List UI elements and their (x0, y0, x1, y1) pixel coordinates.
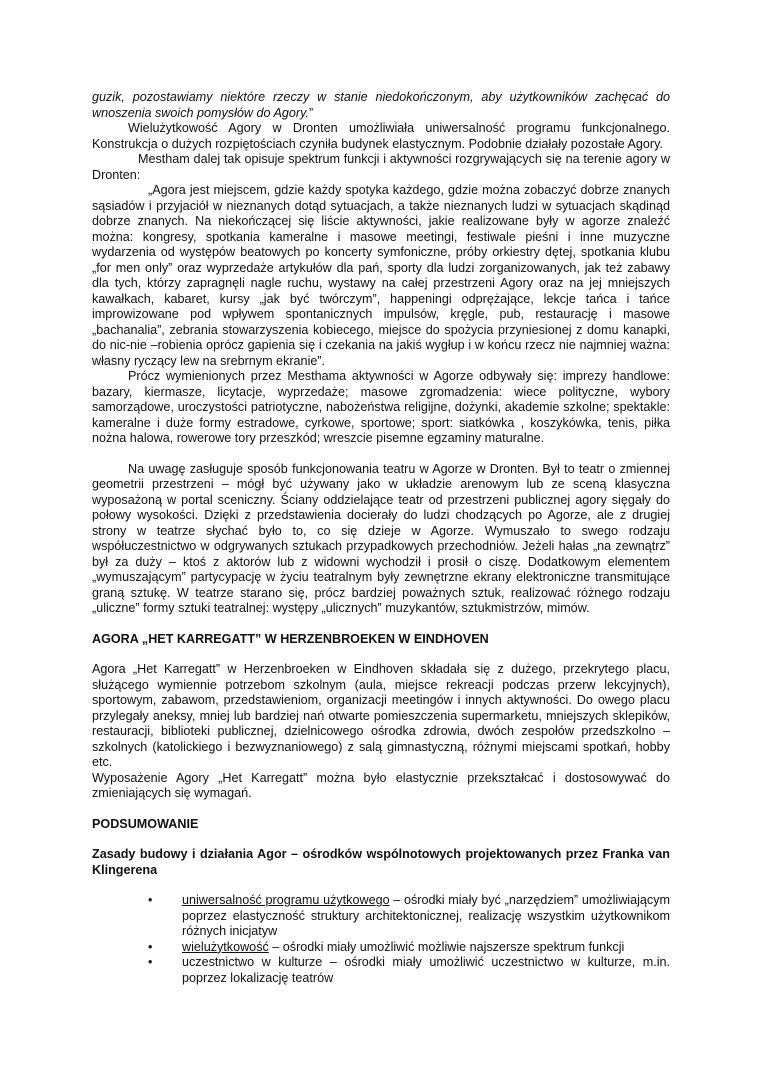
list-item (148, 955, 670, 986)
bullet-icon: • (148, 893, 153, 907)
list-item-text: – ośrodki miały umożliwić możliwie najszersze spektrum funkcji (268, 939, 625, 954)
intro-paragraph (92, 90, 670, 121)
principles-list (92, 893, 670, 986)
intro-closing-quote: ” (309, 105, 314, 120)
paragraph-procz: Prócz wymienionych przez Mesthama aktywności w Agorze odbywały się: imprezy handlowe: bazary, kiermasze, licytacje, wyprzedaże; masowe zgromadzenia: wiece polityczne, wybory samorządowe, uroczystości patriotyczne, nabożeństwa religijne, dożynki, akademie szkolne; spektakle: kameralne i duże formy estradowe, cyrkowe, sportowe; sport: siatkówka , koszykówka, tenis, piłka nożna halowa, rowerowe tory przeszkód; wreszcie pisemne egzaminy maturalne. (92, 369, 670, 445)
intro-italic-text: guzik, pozostawiamy niektóre rzeczy w stanie niedokończonym, aby użytkowników zachęcać do wnoszenia swoich pomysłów do Agory. (92, 90, 670, 120)
list-item (148, 939, 670, 956)
paragraph-wielouzytkowosc: Wielużytkowość Agory w Dronten umożliwiała uniwersalność programu funkcjonalnego. Konstrukcja o dużych rozpiętościach czyniła budynek elastycznym. Podobnie działały pozostałe Agory. (92, 121, 670, 151)
list-item (148, 893, 670, 940)
bullet-icon: • (148, 939, 153, 954)
list-item-term: wielużytkowość (182, 939, 269, 954)
heading-podsumowanie: PODSUMOWANIE (92, 816, 199, 831)
paragraph-quote: „Agora jest miejscem, gdzie każdy spotyka każdego, gdzie można zobaczyć dobrze znanych sąsiadów i przyjaciół w nieznanych dotąd sytuacjach, a także nieznanych ludzi w sytuacjach skądinąd dobrze znanych. Na niekończącej się liście aktywności, jakie realizowane były w agorze znaleźć można: kongresy, spotkania kameralne i masowe meetingi, festiwale pieśni i inne muzyczne wydarzenia od występów beatowych po koncerty symfoniczne, próby orkiestry dętej, spotkania klubu „for men only” oraz wyprzedaże artykułów dla pań, sporty dla ludzi zorganizowanych, jak też zabawy dla tych, którzy zapragnęli nagle ruchu, wystawy na całej przestrzeni Agory oraz na jej mniejszych kawałkach, kabaret, kursy „jak być twórczym”, happeningi odprężające, lekcje tańca i tańce improwizowane pod wpływem spontanicznych impulsów, kręgle, pub, restaurację i masowe „bachanalia”, zebrania stowarzyszenia kobiecego, miejsce do spożycia przyniesionej z domu kanapki, do nic-nie –robienia oprócz gapienia się i czekania na jakiś wygłup i w końcu rzecz nie najmniej ważna: własny ryczący lew na srebrnym ekranie”. (92, 183, 670, 368)
paragraph-mestham: Mestham dalej tak opisuje spektrum funkcji i aktywności rozgrywających się na terenie agory w Dronten: (92, 152, 670, 182)
paragraph-karregatt: Agora „Het Karregatt” w Herzenbroeken w Eindhoven składała się z dużego, przekrytego placu, służącego wymiennie potrzebom szkolnym (aula, miejsce rekreacji podczas przerw lekcyjnych), sportowym, zabawom, przedstawieniom, organizacji meetingów i innych aktywności. Do owego placu przylegały aneksy, mniej lub bardziej nań otwarte pomieszczenia supermarketu, mniejszych sklepików, restauracji, biblioteki publicznej, dzielnicowego ośrodka zdrowia, dwóch zespołów przedszkolno – szkolnych (katolickiego i bezwyznaniowego) z salą gimnastyczną, różnymi miejscami spotkań, hobby etc. (92, 662, 670, 769)
list-item-text: – ośrodki miały być „narzędziem” umożliwiającym poprzez elastyczność struktury architektonicznej, realizację wszystkim użytkownikom różnych inicjatyw (182, 893, 670, 938)
heading-zasady: Zasady budowy i działania Agor – ośrodków wspólnotowych projektowanych przez Franka van Klingerena (92, 847, 670, 877)
list-item-text: uczestnictwo w kulturze – ośrodki miały umożliwić uczestnictwo w kulturze, m.in. poprzez lokalizację teatrów (182, 955, 670, 985)
list-item-term: uniwersalność programu użytkowego (182, 893, 390, 907)
paragraph-wyposazenie: Wyposażenie Agory „Het Karregatt” można było elastycznie przekształcać i dostosowywać do zmieniających się wymagań. (92, 770, 670, 800)
document-page (92, 90, 670, 986)
heading-karregatt: AGORA „HET KARREGATT” W HERZENBROEKEN W EINDHOVEN (92, 631, 489, 646)
paragraph-teatr: Na uwagę zasługuje sposób funkcjonowania teatru w Agorze w Dronten. Był to teatr o zmiennej geometrii przestrzeni – mógł być używany jako w układzie arenowym lub ze sceną klasyczna wyposażoną w portal sceniczny. Ściany oddzielające teatr od przestrzeni publicznej agory sięgały do połowy wysokości. Dzięki z przedstawienia docierały do ludzi chodzących po Agorze, ale z drugiej strony w teatrze słychać było to, co się dzieje w Agorze. Wymuszało to swego rodzaju współuczestnictwo w odgrywanych sztukach przypadkowych przechodniów. Jeżeli hałas „na zewnątrz” był za duży – ktoś z aktorów lub z widowni wychodził i prosił o ciszę. Dodatkowym elementem „wymuszającym” partycypację w życiu teatralnym były zewnętrzne ekrany elektroniczne transmitujące graną sztukę. W teatrze starano się, prócz bardziej poważnych sztuk, realizować różnego rodzaju „uliczne” formy sztuki teatralnej: występy „ulicznych” muzykantów, sztukmistrzów, mimów. (92, 461, 670, 615)
bullet-icon: • (148, 955, 153, 969)
